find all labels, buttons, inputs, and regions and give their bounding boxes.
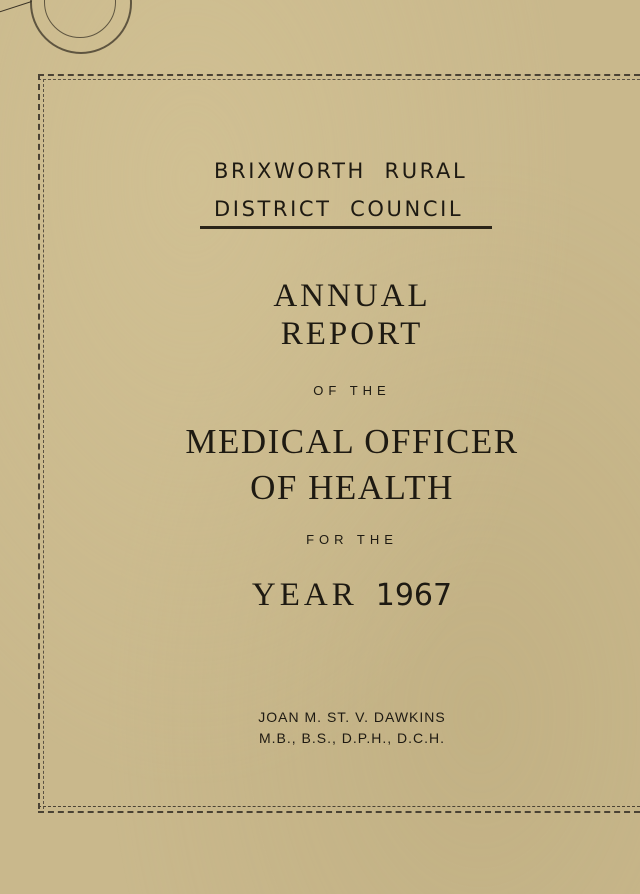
council-name-line1: BRIXWORTH RURAL xyxy=(214,159,468,183)
border-top xyxy=(38,74,640,76)
author-name: JOAN M. ST. V. DAWKINS xyxy=(258,709,446,725)
title-annual: ANNUAL xyxy=(273,278,431,314)
title-rule xyxy=(200,226,492,229)
library-stamp xyxy=(30,0,132,54)
title-of-health: OF HEALTH xyxy=(250,468,454,507)
stamp-tick-mark xyxy=(0,1,35,22)
border-bottom-inner xyxy=(38,806,640,807)
author-qualifications: M.B., B.S., D.P.H., D.C.H. xyxy=(259,730,445,746)
year-word: YEAR xyxy=(251,577,358,613)
report-year xyxy=(32,575,640,614)
title-report: REPORT xyxy=(280,316,424,352)
border-top-inner xyxy=(38,79,640,80)
title-medical-officer: MEDICAL OFFICER xyxy=(185,422,519,461)
title-for-the: FOR THE xyxy=(306,532,398,547)
border-bottom xyxy=(38,811,640,813)
council-name xyxy=(200,152,500,228)
council-name-line2: DISTRICT COUNCIL xyxy=(214,197,464,221)
title-of-the: OF THE xyxy=(313,383,391,398)
year-number: 1967 xyxy=(375,578,453,613)
library-stamp-inner-ring xyxy=(44,0,116,38)
